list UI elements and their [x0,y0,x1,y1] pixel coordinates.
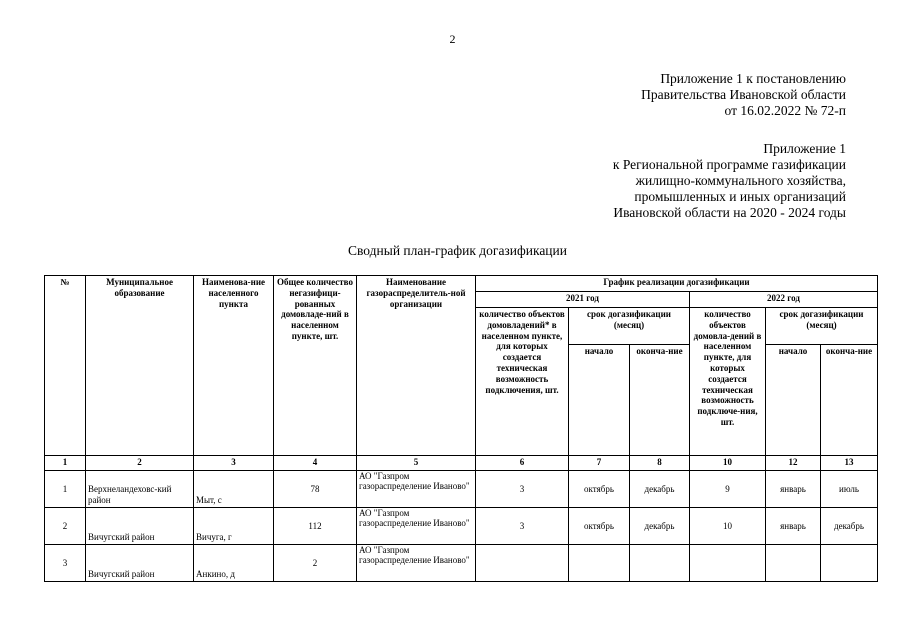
column-numbers-row [45,456,878,471]
row-start-2021: октябрь [569,471,630,508]
row-end-2021: декабрь [630,508,690,545]
row-num: 2 [45,508,86,545]
appendix-program-block [613,141,846,221]
header-start-2022: начало [766,345,821,456]
appendix-decree-line: Приложение 1 к постановлению [660,71,846,86]
column-number: 3 [194,456,274,471]
row-municipality: Вичугский район [86,508,194,545]
header-settlement: Наименова-ние населенного пункта [194,276,274,456]
column-number: 7 [569,456,630,471]
row-count-2021: 3 [476,471,569,508]
header-year-2021: 2021 год [476,292,690,308]
appendix-program-line: к Региональной программе газификации [612,157,846,172]
row-org: АО "Газпром газораспределение Иваново" [357,545,476,582]
row-org: АО "Газпром газораспределение Иваново" [357,508,476,545]
row-end-2021 [630,545,690,582]
row-num: 1 [45,471,86,508]
row-total: 112 [274,508,357,545]
header-term-2021: срок догазификации (месяц) [569,308,690,345]
row-settlement: Мыт, с [194,471,274,508]
header-year-2022: 2022 год [690,292,878,308]
header-term-2022: срок догазификации (месяц) [766,308,878,345]
column-number: 13 [821,456,878,471]
appendix-program-line: промышленных и иных организаций [634,189,846,204]
row-count-2021: 3 [476,508,569,545]
appendix-decree-block [641,71,846,119]
appendix-program-line: Ивановской области на 2020 - 2024 годы [613,205,846,220]
appendix-program-line: Приложение 1 [763,141,846,156]
column-number: 8 [630,456,690,471]
column-number: 2 [86,456,194,471]
page-number: 2 [449,32,456,46]
document-title: Сводный план-график догазификации [348,243,567,258]
column-number: 4 [274,456,357,471]
table-row [45,508,878,545]
row-num: 3 [45,545,86,582]
row-total: 78 [274,471,357,508]
column-number: 1 [45,456,86,471]
row-start-2021: октябрь [569,508,630,545]
row-end-2022 [821,545,878,582]
header-org: Наименование газораспределитель-ной организации [357,276,476,456]
gasification-schedule-table [44,275,878,582]
header-total: Общее количество негазифици-рованных домовладе-ний в населенном пункте, шт. [274,276,357,456]
table-row [45,545,878,582]
column-number: 12 [766,456,821,471]
column-number: 6 [476,456,569,471]
header-schedule: График реализации догазификации [476,276,878,292]
header-count-2021: количество объектов домовладений* в населенном пункте, для которых создается техническая возможность подключения, шт. [476,308,569,456]
row-settlement: Вичуга, г [194,508,274,545]
row-count-2022: 9 [690,471,766,508]
row-org: АО "Газпром газораспределение Иваново" [357,471,476,508]
header-municipality: Муниципальное образование [86,276,194,456]
header-start-2021: начало [569,345,630,456]
row-start-2022: январь [766,471,821,508]
row-total: 2 [274,545,357,582]
header-num: № [45,276,86,456]
row-count-2022: 10 [690,508,766,545]
row-municipality: Верхнеландеховс-кий район [86,471,194,508]
header-count-2022: количество объектов домовла-дений в населенном пункте, для которых создается техническая возможность подключе-ния, шт. [690,308,766,456]
header-end-2021: оконча-ние [630,345,690,456]
column-number: 5 [357,456,476,471]
table-row [45,471,878,508]
row-end-2022: июль [821,471,878,508]
row-count-2022 [690,545,766,582]
column-number: 10 [690,456,766,471]
appendix-decree-line: от 16.02.2022 № 72-п [724,103,846,118]
row-end-2021: декабрь [630,471,690,508]
row-municipality: Вичугский район [86,545,194,582]
row-start-2022: январь [766,508,821,545]
row-start-2021 [569,545,630,582]
appendix-program-line: жилищно-коммунального хозяйства, [635,173,846,188]
row-settlement: Анкино, д [194,545,274,582]
row-end-2022: декабрь [821,508,878,545]
row-start-2022 [766,545,821,582]
row-count-2021 [476,545,569,582]
header-end-2022: оконча-ние [821,345,878,456]
appendix-decree-line: Правительства Ивановской области [641,87,846,102]
